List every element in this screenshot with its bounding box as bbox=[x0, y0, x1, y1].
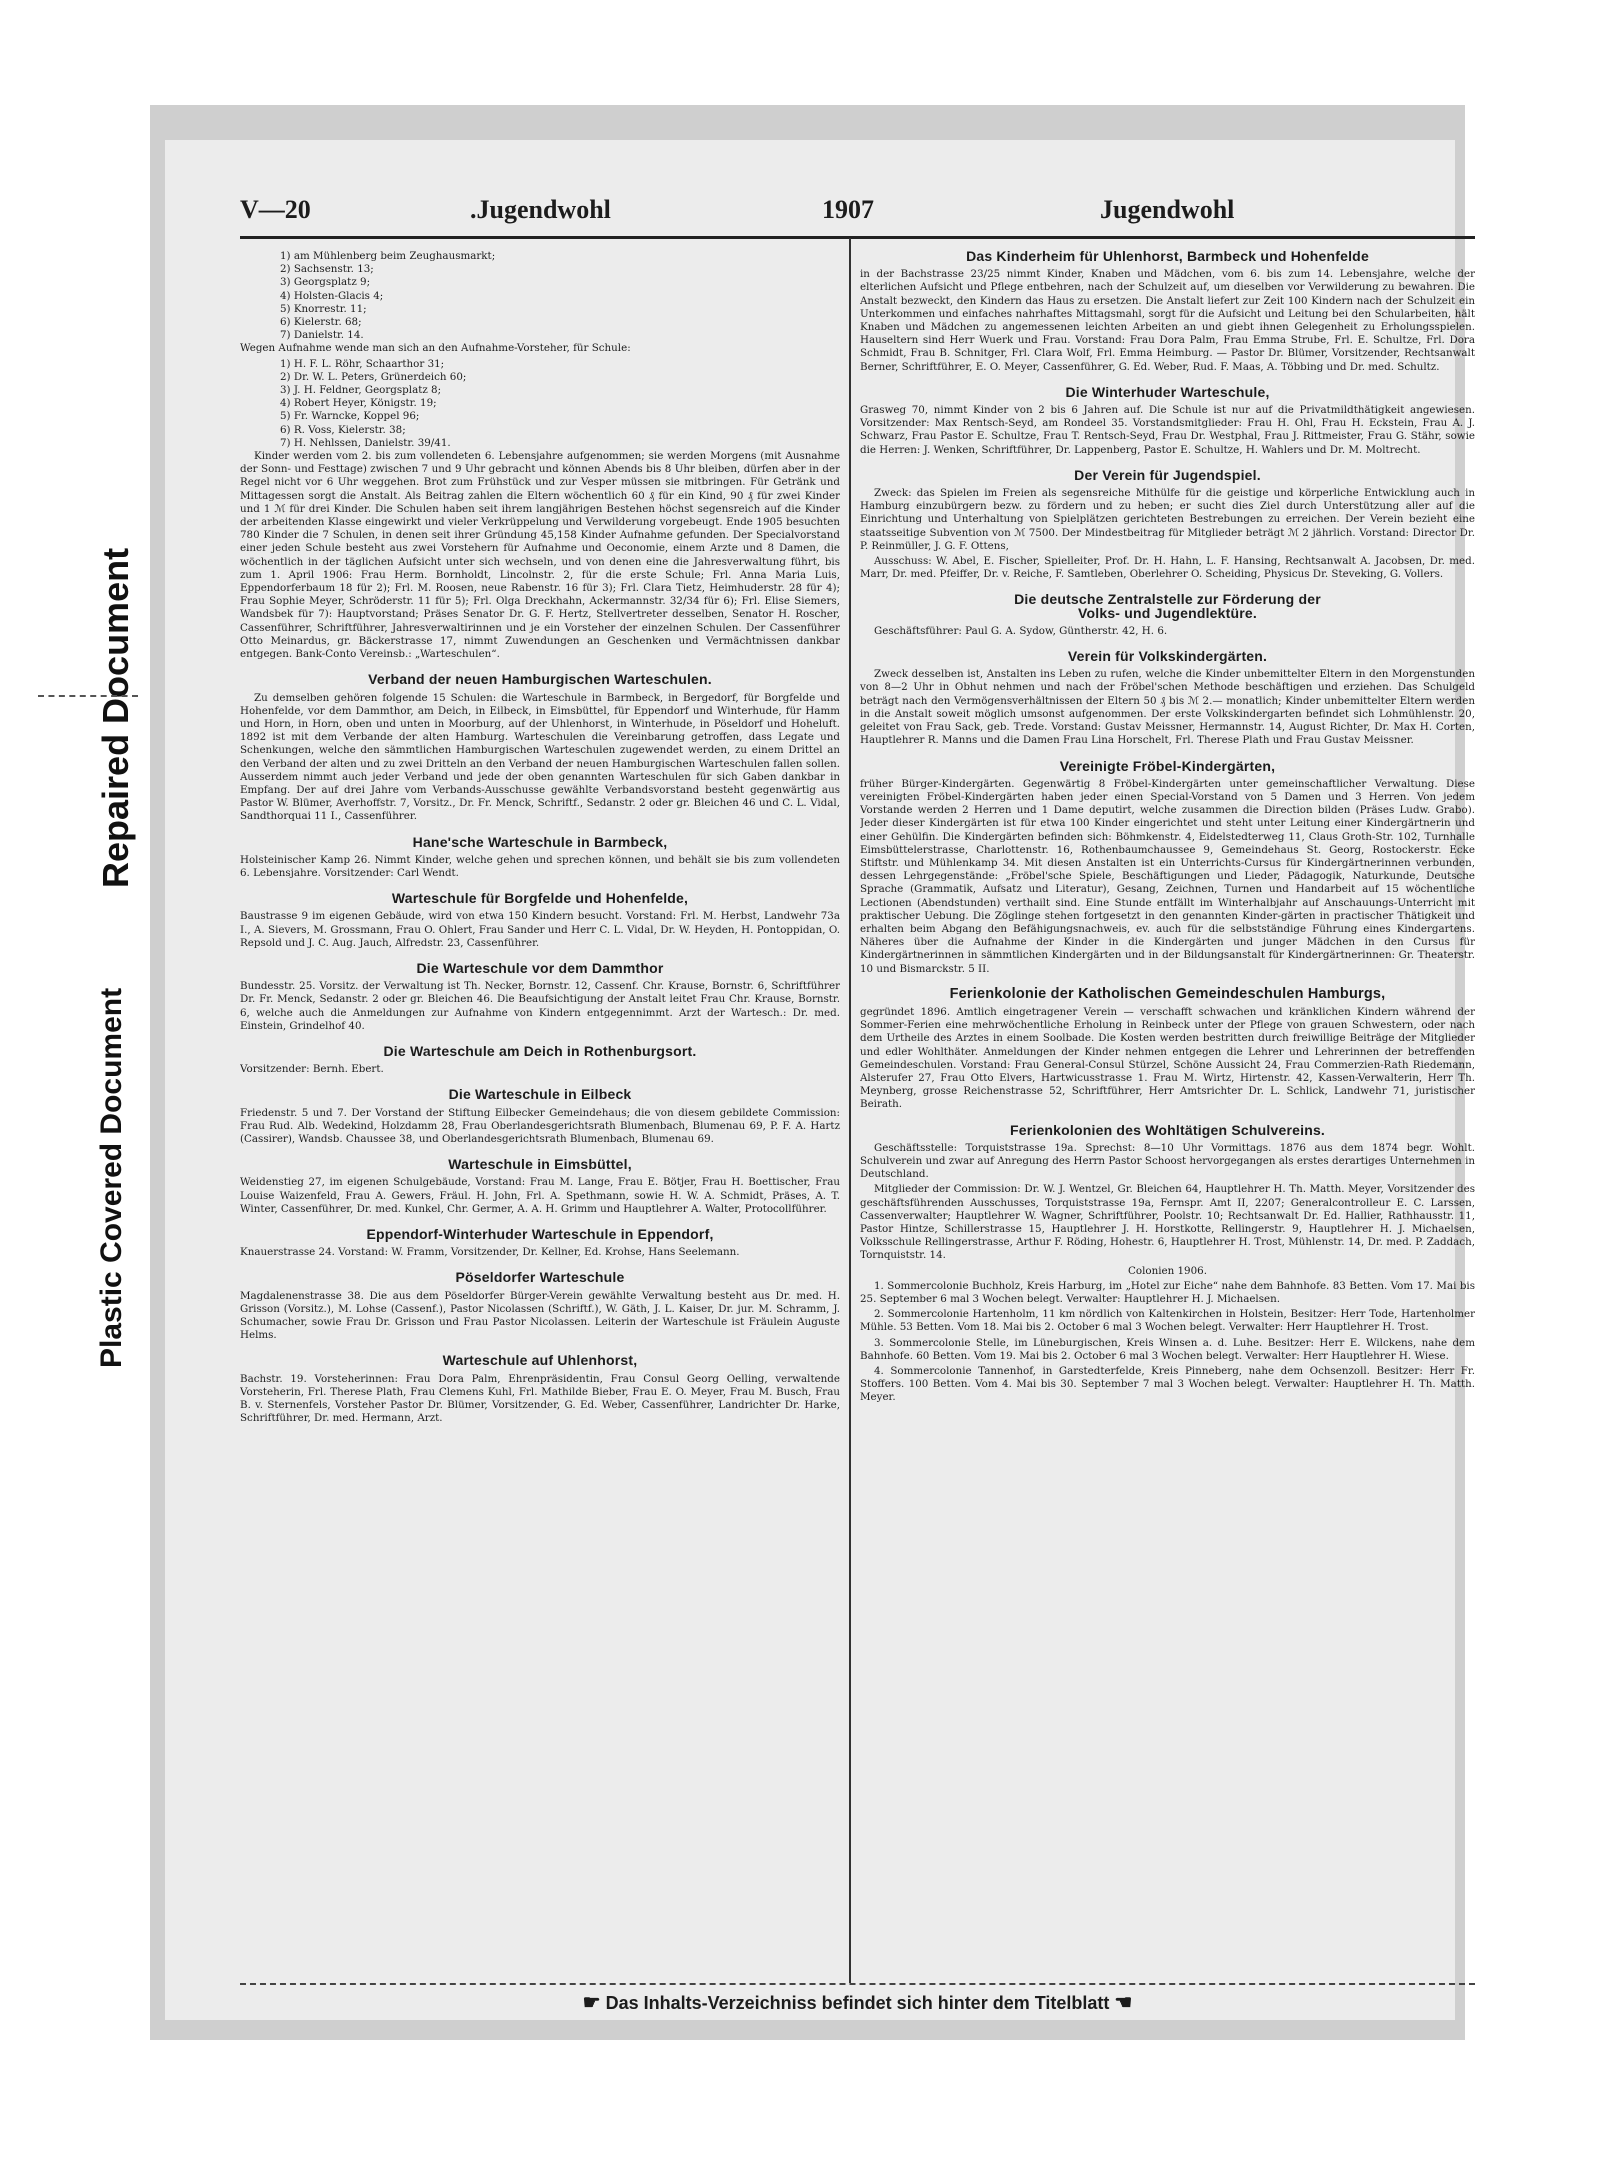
body-paragraph: früher Bürger-Kindergärten. Gegenwärtig 8 Fröbel-Kindergärten unter gemeinschaftlicher Verwaltung. Diese vereinigten Fröbel-Kindergärten haben jeder einen Special-Vorstand von 5 Damen und 3 Herren. Von jedem Vorstande werden 2 Herren und 1 Dame deputirt, welche zusammen die Direction bilden (Präses Ludw. Grabo). Jeder dieser Kindergärten ist für etwa 100 Kinder eingerichtet und steht unter Leitung einer Kindergärtnerin und einer Gehülfin. Die Kindergärten befinden sich: Böhmkenstr. 4, Eidelstedterweg 11, Claus Groth-Str. 102, Turnhalle Eimsbüttelerstrasse, Charlottenstr. 16, Rothenbaumchaussee 9, Gemeindehaus St. Georg, Rostockerstr. Ecke Stiftstr. und Mühlenkamp 34. Mit diesen Anstalten ist ein Unterrichts-Cursus für Kindergärtnerinnen verbunden, dessen Lehrgegenstände: „Fröbel'sche Spiele, Beschäftigungen und Lieder, Pädagogik, Naturkunde, Deutsche Sprache (Grammatik, Aufsatz und Literatur), Gesang, Zeichnen, Turnen und Handarbeit auf 15 wöchentliche Lectionen (Abendstunden) verthailt sind. Eine Stunde entfällt im Winterhalbjahr auf Anschauungs-Unterricht mit praktischer Uebung. Die Zöglinge stehen fortgesetzt in den genannten Kinder-gärten in practischer Thätigkeit und erhalten beim Abgang den Befähigungsnachweis, ev. auch für die selbstständige Führung eines Kindergartens. Näheres über die Aufnahme der Kinder in die Kindergärten und junger Mädchen in den Cursus für Kindergärtnerinnen in sämmtlichen Kindergärten und in der Bildungsanstalt für Kindergärtnerinnen: Gr. Theaterstr. 10 und Bismarckstr. 5 II. bbox=[860, 777, 1475, 975]
footer-text: Das Inhalts-Verzeichniss befindet sich hinter dem Titelblatt bbox=[605, 1993, 1110, 2013]
body-paragraph: Zweck desselben ist, Anstalten ins Leben zu rufen, welche die Kinder unbemittelter Eltern in den Morgenstunden von 8—2 Uhr in Obhut nehmen und nach der Fröbel'schen Methode beschäftigen und erziehen. Das Schulgeld beträgt nach den Vermögensverhältnissen der Eltern 50 ₰ bis ℳ 2.— monatlich; Kinder unbemittelter Eltern werden in die Anstalt soweit möglich umsonst aufgenommen. Der erste Volkskindergarten befindet sich Lohmühlenstr. 20, geleitet von Frau Sack, geb. Trede. Vorstand: Gustav Meissner, Hermannstr. 14, August Richter, Dr. Max H. Corten, Hauptlehrer R. Manns und die Damen Frau Lina Horschelt, Frl. Therese Plath und Frau Gustav Meissner. bbox=[860, 668, 1475, 747]
repaired-document-label: Repaired Document bbox=[95, 547, 136, 888]
section-heading: Verband der neuen Hamburgischen Warteschulen. bbox=[368, 671, 712, 688]
body-paragraph: Weidenstieg 27, im eigenen Schulgebäude, Vorstand: Frau M. Lange, Frau E. Bötjer, Frau H. Boettischer, Frau Louise Waizenfeld, Frau A. Gewers, Fräul. H. John, Frl. A. Spethmann, sowie H. W. A. Schmidt, Präses, A. T. Winter, Cassenführer, Dr. med. Kunkel, Chr. Germer, A. A. H. Grimm und Hauptlehrer A. Walter, Protocollführer. bbox=[240, 1176, 840, 1215]
section-heading: Das Kinderheim für Uhlenhorst, Barmbeck und Hohenfelde bbox=[966, 250, 1369, 264]
body-paragraph: in der Bachstrasse 23/25 nimmt Kinder, Knaben und Mädchen, vom 6. bis zum 14. Lebensjahre, welche der elterlichen Aufsicht und Pflege entbehren, nach der Schulzeit auf, um dieselben vor Verwilderung zu bewahren. Die Anstalt bezweckt, den Kindern das Haus zu ersetzen. Die Anstalt liefert zur Zeit 100 Kindern nach der Schulzeit ein Unterkommen und einfaches nahrhaftes Mittagsmahl, sorgt für die Aufsicht und Leitung bei den Schularbeiten, hält Knaben und Mädchen zu angemessenen leichten Arbeiten an und giebt ihnen Gelegenheit zu Erholungsspielen. Hauseltern sind Herr Wuerk und Frau. Vorstand: Frau Dora Palm, Frau Emma Strube, Frl. E. Schultze, Frl. Dora Schmidt, Frau B. Schnitger, Frl. Clara Wolf, Frl. Emma Heimburg. — Pastor Dr. Blümer, Vorsitzender, Rechtsanwalt Berner, Schriftführer, E. O. Meyer, Cassenführer, G. Ed. Weber, Rud. F. Maas, A. Többing und Dr. med. Schultz. bbox=[860, 268, 1475, 373]
body-paragraph: Zu demselben gehören folgende 15 Schulen: die Warteschule in Barmbeck, in Bergedorf, für Borgfelde und Hohenfelde, vor dem Dammthor, am Deich, in Eilbeck, in Eimsbüttel, für Eppendorf und Winterhude, für Hamm und Horn, in Horn, oben und unten in Moorburg, auf der Uhlenhorst, in Winterhude, in Pöseldorf und Hoheluft. 1892 ist mit dem Verbande der alten Hamburg. Warteschulen die Vereinbarung getroffen, dass Legate und Schenkungen, welche den sämmtlichen Hamburgischen Warteschulen zugewendet werden, zu einem Drittel an den Verband der alten und zu zwei Dritteln an den Verband der neuen Hamburgischen Warteschulen fallen sollen. Ausserdem nimmt auch jeder Verband und jede der oben genannten Warteschulen für sich Gaben dankbar in Empfang. Der auf drei Jahre vom Verbands-Ausschusse gewählte Verbandsvorstand besteht gegenwärtig aus Pastor W. Blümer, Averhoffstr. 7, Vorsitz., Dr. Fr. Menck, Schriftf., Sedanstr. 2 oder gr. Bleichen 46 und C. L. Vidal, Sandthorquai 11 I., Cassenführer. bbox=[240, 691, 840, 823]
section-heading: Verein für Volkskindergärten. bbox=[1067, 648, 1268, 665]
colony-entry: 2. Sommercolonie Hartenholm, 11 km nördlich von Kaltenkirchen in Holstein, Besitzer: Herr Tode, Hartenholmer Mühle. 53 Betten. Vom 18. Mai bis 2. October 6 mal 3 Wochen belegt. Verwalter: Herr Hauptlehrer H. Trost. bbox=[860, 1308, 1475, 1334]
section-heading: Die Warteschule am Deich in Rothenburgsort. bbox=[383, 1042, 697, 1059]
body-paragraph: Knauerstrasse 24. Vorstand: W. Framm, Vorsitzender, Dr. Kellner, Ed. Krohse, Hans Seelemann. bbox=[240, 1246, 740, 1259]
vorsteher-item: 1) H. F. L. Röhr, Schaarthor 31; bbox=[280, 357, 445, 370]
header-left-title: .Jugendwohl bbox=[470, 195, 611, 224]
section-heading: Die Warteschule in Eilbeck bbox=[448, 1086, 632, 1103]
vorsteher-item: 4) Robert Heyer, Königstr. 19; bbox=[280, 397, 437, 410]
body-paragraph: Friedenstr. 5 und 7. Der Vorstand der Stiftung Eilbecker Gemeindehaus; die von diesem gebildete Commission: Frau Rud. Alb. Wedekind, Holzdamm 28, Frau Oberlandesgerichtsrath Blumenbach, Blumenau 69, P. F. A. Hartz (Cassirer), Wandsb. Chaussee 38, und Oberlandesgerichtsrath Blumenbach, Blumenau 69. bbox=[240, 1106, 840, 1145]
school-list-item: 2) Sachsenstr. 13; bbox=[280, 263, 374, 276]
pointing-hand-right-icon: ☛ bbox=[582, 1992, 601, 2014]
section-heading: Volks- und Jugendlektüre. bbox=[1078, 604, 1257, 621]
section-heading: Die deutsche Zentralstelle zur Förderung der bbox=[1014, 591, 1321, 608]
page-number: V—20 bbox=[240, 195, 311, 224]
section-heading: Hane'sche Warteschule in Barmbeck, bbox=[412, 833, 668, 850]
body-paragraph: gegründet 1896. Amtlich eingetragener Verein — verschafft schwachen und kränklichen Kindern während der Sommer-Ferien eine mehrwöchentliche Erholung in Reinbeck unter der Pflege von grauen Schwestern, oder nach dem Urtheile des Arztes in einem Soolbade. Die Kosten werden bestritten durch freiwillige Beiträge der Mitglieder und edler Wohlthäter. Anmeldungen der Kinder nehmen entgegen die Lehrer und Lehrerinnen der betreffenden Gemeindeschulen. Vorstand: Frau General-Consul Stürzel, Schöne Aussicht 24, Frau Commerzien-Rath Riedemann, Alsterufer 27, Frau Otto Elvers, Hartwicusstrasse 1. Frau M. Wirtz, Hirtenstr. 42, Kassen-Verwalterin, Herr Th. Meynberg, grosse Reichenstrasse 52, Schriftführer, Herr Amtsrichter Dr. L. Schlick, Landwehr 71, juristischer Beirath. bbox=[860, 1005, 1475, 1111]
body-paragraph: Magdalenenstrasse 38. Die aus dem Pöseldorfer Bürger-Verein gewählte Verwaltung besteht aus Dr. med. H. Grisson (Vorsitz.), M. Lohse (Cassenf.), Pastor Nicolassen (Schriftf.), W. Gäth, J. L. Kaiser, Dr. jur. M. Schramm, J. Schumacher, sowie Frau Dr. Grisson und Frau Pastor Nicolassen. Leiterin der Warteschule ist Fräulein Auguste Helms. bbox=[240, 1289, 840, 1342]
school-list-item: 1) am Mühlenberg beim Zeughausmarkt; bbox=[280, 250, 496, 262]
body-paragraph: Bachstr. 19. Vorsteherinnen: Frau Dora Palm, Ehrenpräsidentin, Frau Consul Georg Oelling, verwaltende Vorsteherin, Frl. Therese Plath, Frau Clemens Kuhl, Frl. Mathilde Bieber, Frau E. O. Meyer, Frau M. Busch, Frau B. v. Sternenfels, Vorsteher Pastor Dr. Blümer, Vorsitzender, G. Ed. Weber, Cassenführer, Landrichter Dr. Harke, Schriftführer, Dr. med. Hermann, Arzt. bbox=[240, 1372, 840, 1425]
vorsteher-item: 5) Fr. Warncke, Koppel 96; bbox=[280, 410, 420, 423]
section-heading: Warteschule in Eimsbüttel, bbox=[448, 1156, 632, 1173]
section-heading: Die Winterhuder Warteschule, bbox=[1065, 383, 1270, 400]
column-divider bbox=[849, 238, 851, 1983]
page-header bbox=[240, 195, 1475, 235]
footer-notice bbox=[240, 1990, 1475, 2015]
body-paragraph: Mitglieder der Commission: Dr. W. J. Wentzel, Gr. Bleichen 64, Hauptlehrer H. Th. Matth. Meyer, Vorsitzender des geschäftsführenden Ausschusses, Torquiststrasse 19a, Fernspr. Amt II, 2207; Generalcontrolleur E. C. Larssen, Cassenverwalter; Hauptlehrer W. Wagner, Schriftführer, Poolstr. 10; Rechtsanwalt Dr. Ed. Hallier, Rathhausstr. 11, Pastor Hintze, Schillerstrasse 15, Hauptlehrer J. H. Horstkotte, Rellingerstr. 9, Hauptlehrer H. J. Michaelsen, Volksschule Rellingerstrasse, Arthur F. Röding, Hohestr. 6, Hauptlehrer H. Trost, Mühlenstr. 14, Dr. med. P. Zaddach, Tornquiststr. 14. bbox=[860, 1183, 1475, 1262]
school-list-item: 3) Georgsplatz 9; bbox=[280, 276, 371, 289]
body-paragraph: Vorsitzender: Bernh. Ebert. bbox=[240, 1063, 384, 1076]
school-list-item: 4) Holsten-Glacis 4; bbox=[280, 289, 384, 302]
vorsteher-item: 2) Dr. W. L. Peters, Grünerdeich 60; bbox=[280, 370, 467, 383]
body-paragraph: Geschäftsstelle: Torquiststrasse 19a. Sprechst: 8—10 Uhr Vormittags. 1876 aus dem 1874 begr. Wohlt. Schulverein und zwar auf Anregung des Herrn Pastor Schoost hervorgegangen als erstes derartiges Unternehmen in Deutschland. bbox=[860, 1141, 1475, 1181]
dashed-separator bbox=[38, 695, 138, 697]
header-right-title: Jugendwohl bbox=[1100, 195, 1235, 224]
section-heading: Warteschule für Borgfelde und Hohenfelde, bbox=[391, 890, 689, 907]
section-heading: Die Warteschule vor dem Dammthor bbox=[416, 959, 664, 976]
section-heading: Ferienkolonie der Katholischen Gemeindeschulen Hamburgs, bbox=[949, 985, 1386, 1002]
body-paragraph: Grasweg 70, nimmt Kinder von 2 bis 6 Jahren auf. Die Schule ist nur auf die Privatmildthätigkeit angewiesen. Vorsitzender: Max Rentsch-Seyd, am Rondeel 35. Vorstandsmitglieder: Frau H. Ohl, Frau H. Eckstein, Frau A. J. Schwarz, Frau Pastor E. Schultze, Frau T. Rentsch-Seyd, Frau Dr. Westphal, Frau J. Rittmeister, Frau G. Stähr, sowie die Herren: J. Wenken, Schriftführer, Dr. Lappenberg, Pastor E. Schultze, H. Wahlers und Dr. M. Moltrecht. bbox=[860, 404, 1475, 456]
body-paragraph: Kinder werden vom 2. bis zum vollendeten 6. Lebensjahre aufgenommen; sie werden Morgens (mit Ausnahme der Sonn- und Festtage) zwischen 7 und 9 Uhr gebracht und können Abends bis 8 Uhr bleiben, dürfen aber in der Regel nicht vor 6 Uhr weggehen. Brot zum Frühstück und zur Vesper müssen sie mitbringen. Für Getränk und Mittagessen sorgt die Anstalt. Als Beitrag zahlen die Eltern wöchentlich 60 ₰ für ein Kind, 90 ₰ für zwei Kinder und 1 ℳ für drei Kinder. Die Schulen haben seit ihrem langjährigen Bestehen höchst segensreich auf die Kinder der arbeitenden Klasse eingewirkt und vieler Verkrüppelung und Verwilderung vorgebeugt. Ende 1905 besuchten 780 Kinder die 7 Schulen, in denen seit ihrer Gründung 45,158 Kinder Aufnahme gefunden. Der Specialvorstand einer jeden Schule besteht aus zwei Vorstehern für Aufnahme und Oeconomie, einem Arzte und 8 Damen, die wöchentlich in der täglichen Aufsicht unter sich wechseln, und von denen eine die Jahresverwaltung führt, bis zum 1. April 1906: Frau Herm. Bornholdt, Lincolnstr. 2, für die erste Schule; Frl. Anna Maria Luis, Eppendorferbaum 18 für 2); Frl. M. Roosen, neue Rabenstr. 16 für 3); Frl. Clara Tietz, Heimhuderstr. 28 für 4); Frau Sophie Meyer, Schröderstr. 11 für 5); Frl. Olga Dreckhahn, Ackermannstr. 32/34 für 6); Frl. Elise Siemers, Wandsbek für 7): Hauptvorstand; Präses Senator Dr. G. F. Hertz, Stellvertreter desselben, Senator H. Roscher, Cassenführer, Schriftführer, Jahresverwaltirinnen und je ein Vorsteher der einzelnen Schulen. Der Cassenführer Otto Meinardus, gr. Bäckerstrasse 17, nimmt Zuwendungen an Geschenken und Vermächtnissen dankbar entgegen. Bank-Conto Vereinsb.: „Warteschulen“. bbox=[240, 450, 840, 661]
body-paragraph: Geschäftsführer: Paul G. A. Sydow, Güntherstr. 42, H. 6. bbox=[874, 624, 1168, 637]
vorsteher-item: 3) J. H. Feldner, Georgsplatz 8; bbox=[280, 384, 442, 397]
section-heading: Vereinigte Fröbel-Kindergärten, bbox=[1059, 757, 1276, 774]
right-column bbox=[860, 250, 1475, 1980]
header-year: 1907 bbox=[822, 195, 874, 224]
plastic-covered-label: Plastic Covered Document bbox=[95, 987, 128, 1368]
body-paragraph: Holsteinischer Kamp 26. Nimmt Kinder, welche gehen und sprechen können, und behält sie bis zum vollendeten 6. Lebensjahre. Vorsitzender: Carl Wendt. bbox=[240, 853, 840, 879]
body-paragraph: Zweck: das Spielen im Freien als segensreiche Mithülfe für die geistige und körperliche Entwicklung auch in Hamburg einzubürgern bezw. zu fördern und zu heben; er sucht dies Ziel durch Unterstützung aller auf die Einrichtung und Unterhaltung von Spielplätzen gerichteten Bestrebungen zu erreichen. Der Verein bezieht eine staatsseitige Subvention von ℳ 7500. Der Mindestbeitrag für Mitglieder beträgt ℳ 2 jährlich. Vorstand: Director Dr. P. Reinmüller, J. G. F. Ottens, bbox=[860, 487, 1475, 552]
school-list-item: 7) Danielstr. 14. bbox=[280, 329, 364, 342]
label-sidebar bbox=[0, 0, 150, 2177]
pointing-hand-left-icon: ☚ bbox=[1114, 1992, 1133, 2014]
section-heading: Warteschule auf Uhlenhorst, bbox=[442, 1352, 638, 1369]
section-heading: Ferienkolonien des Wohltätigen Schulvereins. bbox=[1009, 1121, 1326, 1138]
body-paragraph: Bundesstr. 25. Vorsitz. der Verwaltung ist Th. Necker, Bornstr. 12, Cassenf. Chr. Krause, Bornstr. 6, Schriftführer Dr. Fr. Menck, Sedanstr. 2 oder gr. Bleichen 46. Die Beaufsichtigung der Anstalt leitet Frau Chr. Krause, Bornstr. 6, welche auch die Anmeldungen zur Aufnahme von Kindern entgegennimmt. Arzt der Wartesch.: Dr. med. Einstein, Grindelhof 40. bbox=[240, 980, 840, 1032]
vorsteher-item: 6) R. Voss, Kielerstr. 38; bbox=[280, 423, 406, 436]
admission-note: Wegen Aufnahme wende man sich an den Aufnahme-Vorsteher, für Schule: bbox=[240, 342, 631, 355]
school-list-item: 5) Knorrestr. 11; bbox=[280, 302, 367, 315]
colony-entry: 3. Sommercolonie Stelle, im Lüneburgischen, Kreis Winsen a. d. Luhe. Besitzer: Herr E. Wilckens, nahe dem Bahnhofe. 60 Betten. Vom 19. Mai bis 2. October 6 mal 3 Wochen belegt. Verwalter: Herr Hauptlehrer H. Wiese. bbox=[860, 1336, 1475, 1362]
header-rule bbox=[240, 236, 1475, 239]
body-paragraph: Ausschuss: W. Abel, E. Fischer, Spielleiter, Prof. Dr. H. Hahn, L. F. Hansing, Rechtsanwalt A. Jacobsen, Dr. med. Marr, Dr. med. Pfeiffer, Dr. v. Reiche, F. Samtleben, Oberlehrer O. Scheiding, Physicus Dr. Steveking, G. Vollers. bbox=[860, 555, 1475, 581]
vorsteher-item: 7) H. Nehlssen, Danielstr. 39/41. bbox=[280, 436, 451, 449]
section-heading: Der Verein für Jugendspiel. bbox=[1074, 466, 1261, 483]
section-heading: Pöseldorfer Warteschule bbox=[455, 1269, 625, 1286]
left-column bbox=[240, 250, 840, 1980]
colony-entry: 4. Sommercolonie Tannenhof, in Garstedterfelde, Kreis Pinneberg, nahe dem Ochsenzoll. Besitzer: Herr Fr. Stoffers. 100 Betten. Vom 4. Mai bis 30. September 7 mal 3 Wochen belegt. Verwalter: Hauptlehrer H. Th. Matth. Meyer. bbox=[860, 1365, 1475, 1404]
footer-rule bbox=[240, 1983, 1475, 1985]
colonien-heading: Colonien 1906. bbox=[1128, 1264, 1207, 1277]
body-paragraph: Baustrasse 9 im eigenen Gebäude, wird von etwa 150 Kindern besucht. Vorstand: Frl. M. Herbst, Landwehr 73a I., A. Sievers, M. Grossmann, Frau O. Ohlert, Frau Sander und Herr C. L. Vidal, Dr. W. Heyden, H. Pontoppidan, O. Repsold und J. C. Aug. Jauch, Alfredstr. 23, Cassenführer. bbox=[240, 910, 840, 949]
section-heading: Eppendorf-Winterhuder Warteschule in Eppendorf, bbox=[366, 1226, 714, 1242]
school-list-item: 6) Kielerstr. 68; bbox=[280, 316, 362, 329]
colony-entry: 1. Sommercolonie Buchholz, Kreis Harburg, im „Hotel zur Eiche“ nahe dem Bahnhofe. 83 Betten. Vom 17. Mai bis 25. September 6 mal 3 Wochen belegt. Verwalter: Hauptlehrer H. J. Michaelsen. bbox=[860, 1279, 1475, 1306]
